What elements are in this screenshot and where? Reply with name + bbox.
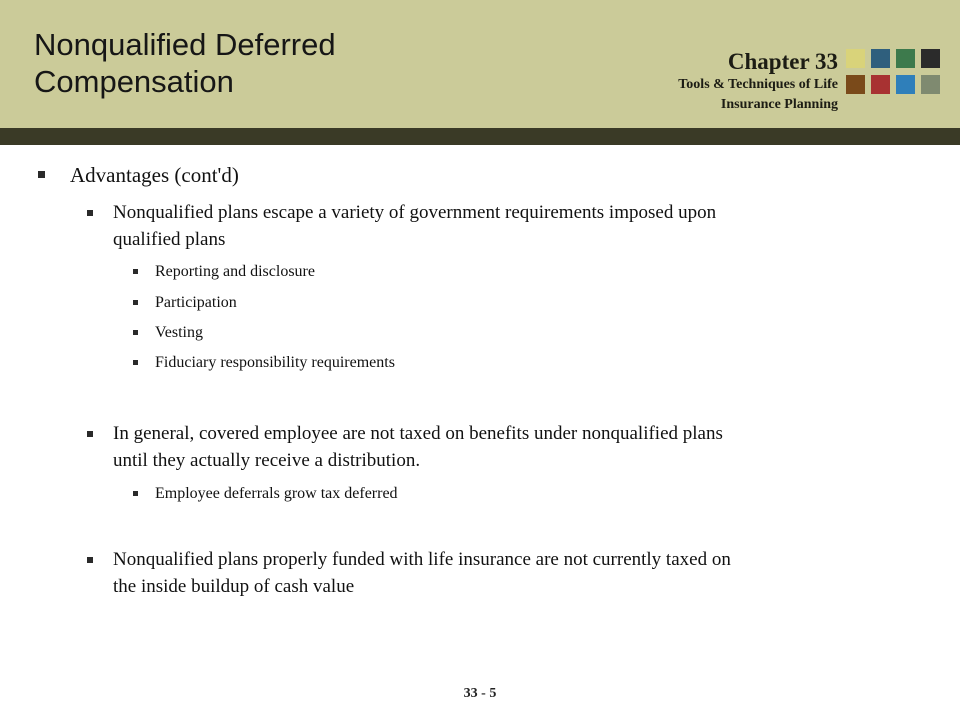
sub-item-participation: Participation — [155, 294, 237, 311]
bullet-marker — [133, 491, 138, 496]
swatch-6 — [871, 75, 890, 94]
heading-advantages: Advantages (cont'd) — [70, 163, 239, 187]
chapter-title: Chapter 33 — [727, 49, 838, 74]
chapter-block — [678, 48, 838, 115]
point-2-line-2: until they actually receive a distribution. — [113, 450, 421, 471]
page-number: 33 - 5 — [463, 686, 497, 701]
sub-item-deferrals: Employee deferrals grow tax deferred — [155, 485, 398, 502]
bullet-marker — [133, 360, 138, 365]
bullet-marker — [87, 431, 93, 437]
swatch-4 — [921, 49, 940, 68]
bullet-marker — [38, 171, 45, 178]
header-rule — [0, 128, 960, 145]
color-swatches — [846, 49, 942, 95]
point-2-line-1: In general, covered employee are not taxed on benefits under nonqualified plans — [113, 423, 723, 444]
swatch-1 — [846, 49, 865, 68]
title-line-2: Compensation — [34, 64, 234, 99]
bullet-marker — [87, 557, 93, 563]
sub-item-fiduciary: Fiduciary responsibility requirements — [155, 354, 395, 371]
swatch-3 — [896, 49, 915, 68]
bullet-marker — [133, 300, 138, 305]
swatch-5 — [846, 75, 865, 94]
bullet-marker — [87, 210, 93, 216]
chapter-subtitle-line-1: Tools & Techniques of Life — [678, 77, 838, 92]
swatch-8 — [921, 75, 940, 94]
point-3-line-1: Nonqualified plans properly funded with life insurance are not currently taxed on — [113, 549, 731, 570]
title-line-1: Nonqualified Deferred — [34, 27, 336, 62]
swatch-2 — [871, 49, 890, 68]
header-band — [0, 0, 960, 128]
sub-item-vesting: Vesting — [155, 324, 203, 341]
sub-item-reporting: Reporting and disclosure — [155, 263, 315, 280]
point-3-line-2: the inside buildup of cash value — [113, 576, 355, 597]
bullet-marker — [133, 330, 138, 335]
slide-title — [34, 26, 554, 100]
point-1-line-2: qualified plans — [113, 229, 226, 250]
bullet-marker — [133, 269, 138, 274]
chapter-subtitle-line-2: Insurance Planning — [720, 97, 838, 112]
swatch-7 — [896, 75, 915, 94]
point-1-line-1: Nonqualified plans escape a variety of government requirements imposed upon — [113, 202, 717, 223]
